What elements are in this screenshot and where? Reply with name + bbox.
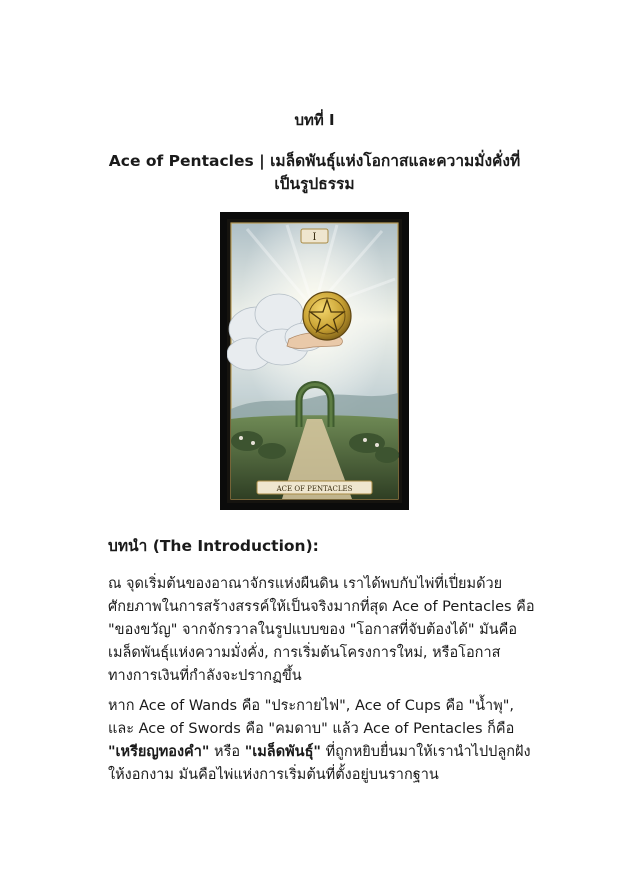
introduction-heading: บทนำ (The Introduction): [108, 537, 319, 555]
chapter-title: Ace of Pentacles | เมล็ดพันธุ์แห่งโอกาสและความมั่งคั่งที่เป็นรูปธรรม [108, 152, 521, 193]
paragraph-2-text-2: หรือ [209, 744, 245, 760]
card-numeral: I [312, 232, 317, 243]
paragraph-2-bold-seed: "เมล็ดพันธุ์" [244, 744, 321, 760]
paragraph-2-text-1: หาก Ace of Wands คือ "ประกายไฟ", Ace of Cups คือ "น้ำพุ", และ Ace of Swords คือ "คมดาบ" แล้ว Ace of Pentacles ก็คือ [108, 698, 515, 737]
card-name: ACE OF PENTACLES [276, 485, 353, 493]
paragraph-2-bold-gold-coin: "เหรียญทองคำ" [108, 744, 210, 760]
chapter-label: บทที่ I [294, 111, 335, 129]
tarot-card-image [220, 212, 409, 510]
ace-of-pentacles-illustration [227, 219, 402, 503]
introduction-paragraph-2 [108, 695, 538, 787]
introduction-paragraph-1: ณ จุดเริ่มต้นของอาณาจักรแห่งผืนดิน เราได้พบกับไพ่ที่เปี่ยมด้วยศักยภาพในการสร้างสรรค์ให้เป็นจริงมากที่สุด Ace of Pentacles คือ "ของขวัญ" จากจักรวาลในรูปแบบของ "โอกาสที่จับต้องได้" มันคือเมล็ดพันธุ์แห่งความมั่งคั่ง, การเริ่มต้นโครงการใหม่, หรือโอกาสทางการเงินที่กำลังจะปรากฏขึ้น [108, 576, 535, 684]
paragraph-2-text-3: ที่ถูกหยิบยื่นมาให้เรานำไปปลูกฝังให้งอกงาม มันคือไพ่แห่งการเริ่มต้นที่ตั้งอยู่บนรากฐาน [108, 744, 531, 783]
